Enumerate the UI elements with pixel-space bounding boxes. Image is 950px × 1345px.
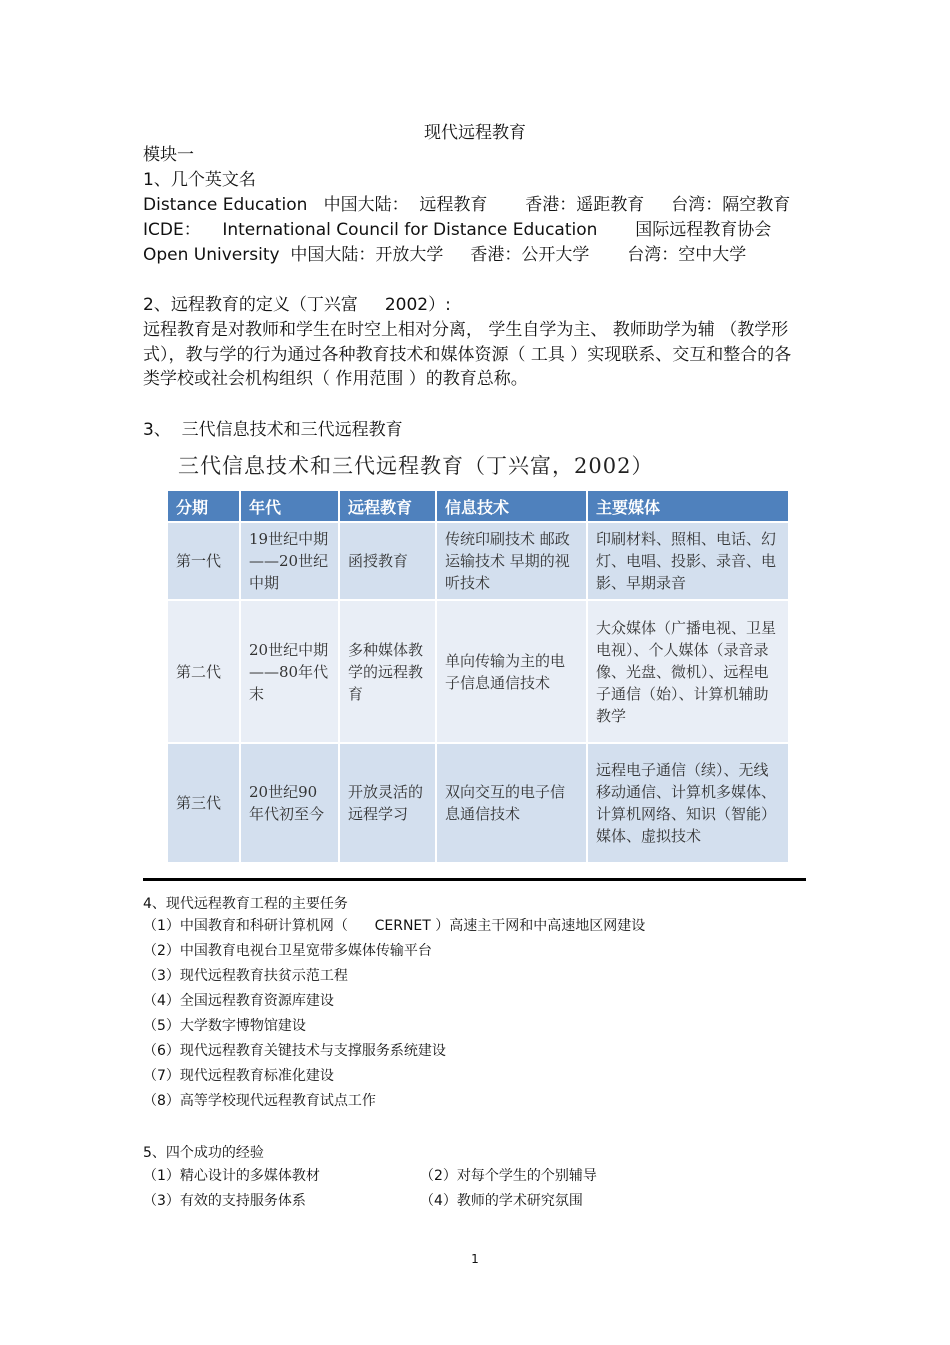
section1-line2: ICDE： International Council for Distance Education 国际远程教育协会	[143, 220, 772, 240]
table-cell: 第一代	[168, 522, 240, 600]
table-cell: 远程电子通信（续）、无线移动通信、计算机多媒体、计算机网络、知识（智能）媒体、虚拟技术	[587, 743, 789, 862]
table-cell: 多种媒体教学的远程教育	[339, 600, 436, 743]
table-header: 远程教育	[339, 491, 436, 522]
list-item: （4）全国远程教育资源库建设	[143, 993, 334, 1009]
figure-title: 三代信息技术和三代远程教育（丁兴富，2002）	[178, 454, 654, 478]
list-item: （8）高等学校现代远程教育试点工作	[143, 1093, 376, 1109]
list-item: （3）现代远程教育扶贫示范工程	[143, 968, 348, 984]
module-label: 模块一	[143, 145, 194, 165]
table-row	[168, 743, 789, 862]
list-item: （1）精心设计的多媒体教材	[143, 1168, 320, 1184]
table-row	[168, 600, 789, 743]
list-item: （2）中国教育电视台卫星宽带多媒体传输平台	[143, 943, 432, 959]
section5-heading: 5、四个成功的经验	[143, 1145, 264, 1161]
section1-line3: Open University 中国大陆：开放大学 香港：公开大学 台湾：空中大学	[143, 245, 747, 265]
generations-table	[168, 491, 790, 862]
list-item: （4）教师的学术研究氛围	[420, 1193, 583, 1209]
list-item: （2）对每个学生的个别辅导	[420, 1168, 597, 1184]
table-cell: 函授教育	[339, 522, 436, 600]
table-row	[168, 522, 789, 600]
section4-heading: 4、现代远程教育工程的主要任务	[143, 896, 348, 912]
list-item: （5）大学数字博物馆建设	[143, 1018, 306, 1034]
section2-heading: 2、远程教育的定义（丁兴富 2002）:	[143, 295, 451, 315]
table-cell: 单向传输为主的电子信息通信技术	[436, 600, 587, 743]
table-header: 信息技术	[436, 491, 587, 522]
section1-line1: Distance Education 中国大陆： 远程教育 香港：遥距教育 台湾：隔空教育	[143, 195, 791, 215]
table-header-row	[168, 491, 789, 522]
list-item: （7）现代远程教育标准化建设	[143, 1068, 334, 1084]
table-cell: 大众媒体（广播电视、卫星电视）、个人媒体（录音录像、光盘、微机）、远程电子通信（始）、计算机辅助教学	[587, 600, 789, 743]
table-header: 年代	[240, 491, 339, 522]
table-cell: 第三代	[168, 743, 240, 862]
section1-heading: 1、几个英文名	[143, 170, 256, 190]
table-cell: 开放灵活的远程学习	[339, 743, 436, 862]
table-cell: 传统印刷技术 邮政运输技术 早期的视听技术	[436, 522, 587, 600]
table-cell: 双向交互的电子信息通信技术	[436, 743, 587, 862]
page-number: 1	[471, 1252, 479, 1266]
table-cell: 19世纪中期——20世纪中期	[240, 522, 339, 600]
list-item: （3）有效的支持服务体系	[143, 1193, 306, 1209]
page-title: 现代远程教育	[424, 123, 526, 143]
table-cell: 印刷材料、照相、电话、幻灯、电唱、投影、录音、电影、早期录音	[587, 522, 789, 600]
section2-body: 远程教育是对教师和学生在时空上相对分离， 学生自学为主、 教师助学为辅 （教学形式），教与学的行为通过各种教育技术和媒体资源（ 工具 ）实现联系、交互和整合的各类学校或社会机构组织（ 作用范围 ）的教育总称。	[143, 320, 792, 389]
table-header: 分期	[168, 491, 240, 522]
table-header: 主要媒体	[587, 491, 789, 522]
section3-heading: 3、 三代信息技术和三代远程教育	[143, 420, 403, 440]
horizontal-divider	[143, 878, 806, 881]
list-item: （6）现代远程教育关键技术与支撑服务系统建设	[143, 1043, 446, 1059]
table-cell: 20世纪中期——80年代末	[240, 600, 339, 743]
table-cell: 第二代	[168, 600, 240, 743]
table-cell: 20世纪90年代初至今	[240, 743, 339, 862]
list-item: （1）中国教育和科研计算机网（ CERNET ）高速主干网和中高速地区网建设	[143, 918, 646, 934]
